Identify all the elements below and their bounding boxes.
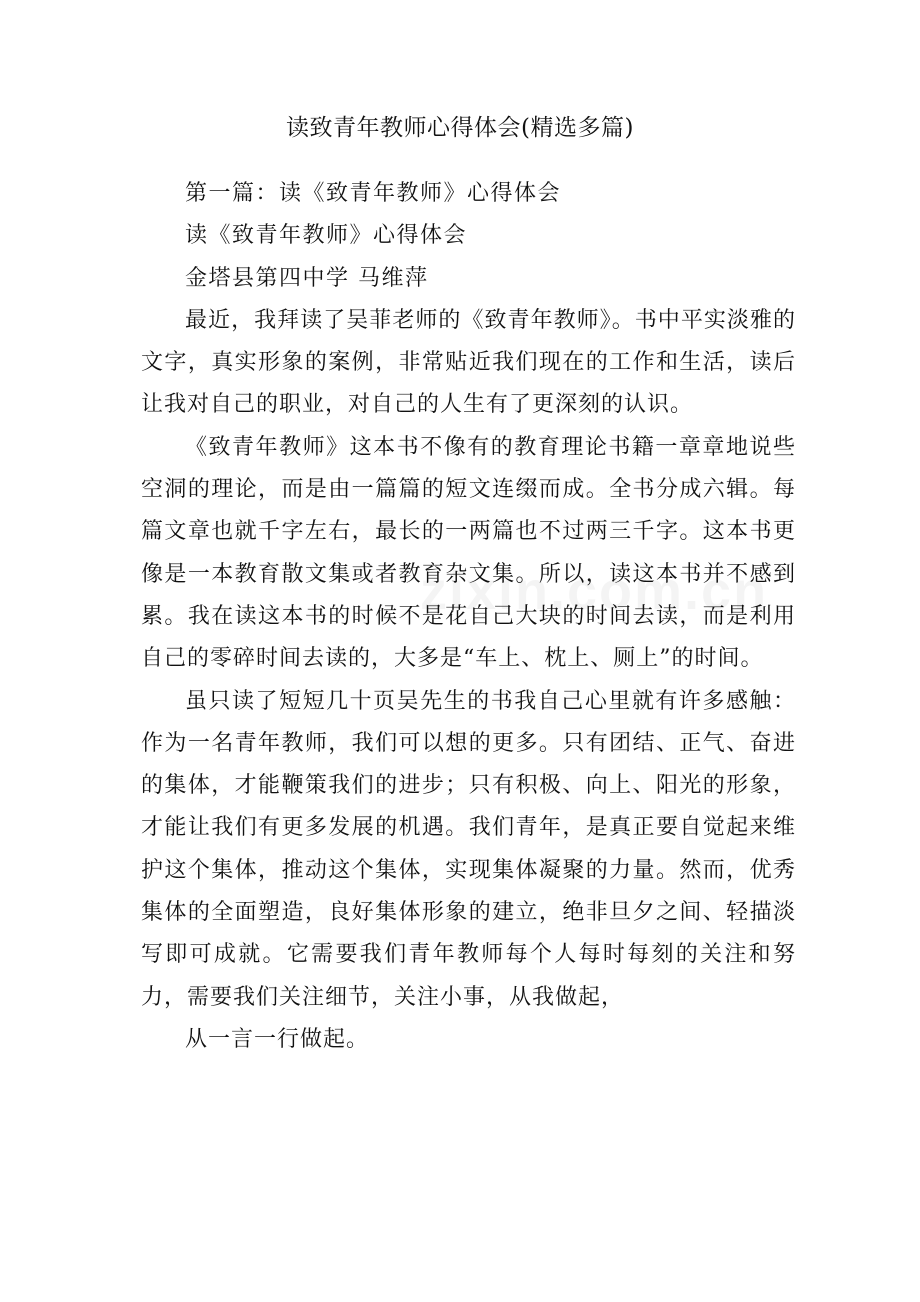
paragraph: 从一言一行做起。 bbox=[185, 1026, 370, 1052]
document-body bbox=[141, 173, 796, 1061]
section-heading: 第一篇：读《致青年教师》心得体会 bbox=[185, 181, 562, 206]
author-line: 金塔县第四中学 马维萍 bbox=[185, 265, 429, 291]
paragraph: 虽只读了短短几十页吴先生的书我自己心里就有许多感触：作为一名青年教师，我们可以想的更多。只有团结、正气、奋进的集体，才能鞭策我们的进步；只有积极、向上、阳光的形象，才能让我们有更多发展的机遇。我们青年，是真正要自觉起来维护这个集体，推动这个集体，实现集体凝聚的力量。然而，优秀集体的全面塑造，良好集体形象的建立，绝非旦夕之间、轻描淡写即可成就。它需要我们青年教师每个人每时每刻的关注和努力，需要我们关注细节，关注小事，从我做起， bbox=[141, 688, 796, 1010]
document-title: 读致青年教师心得体会(精选多篇) bbox=[286, 115, 634, 141]
paragraph: 《致青年教师》这本书不像有的教育理论书籍一章章地说些空洞的理论，而是由一篇篇的短文连缀而成。全书分成六辑。每篇文章也就千字左右，最长的一两篇也不过两三千字。这本书更像是一本教育散文集或者教育杂文集。所以，读这本书并不感到累。我在读这本书的时候不是花自己大块的时间去读，而是利用自己的零碎时间去读的，大多是“车上、枕上、厕上”的时间。 bbox=[141, 434, 796, 672]
article-title: 读《致青年教师》心得体会 bbox=[185, 223, 468, 249]
paragraph: 最近，我拜读了吴菲老师的《致青年教师》。书中平实淡雅的文字，真实形象的案例，非常贴近我们现在的工作和生活，读后让我对自己的职业，对自己的人生有了更深刻的认识。 bbox=[141, 307, 796, 418]
